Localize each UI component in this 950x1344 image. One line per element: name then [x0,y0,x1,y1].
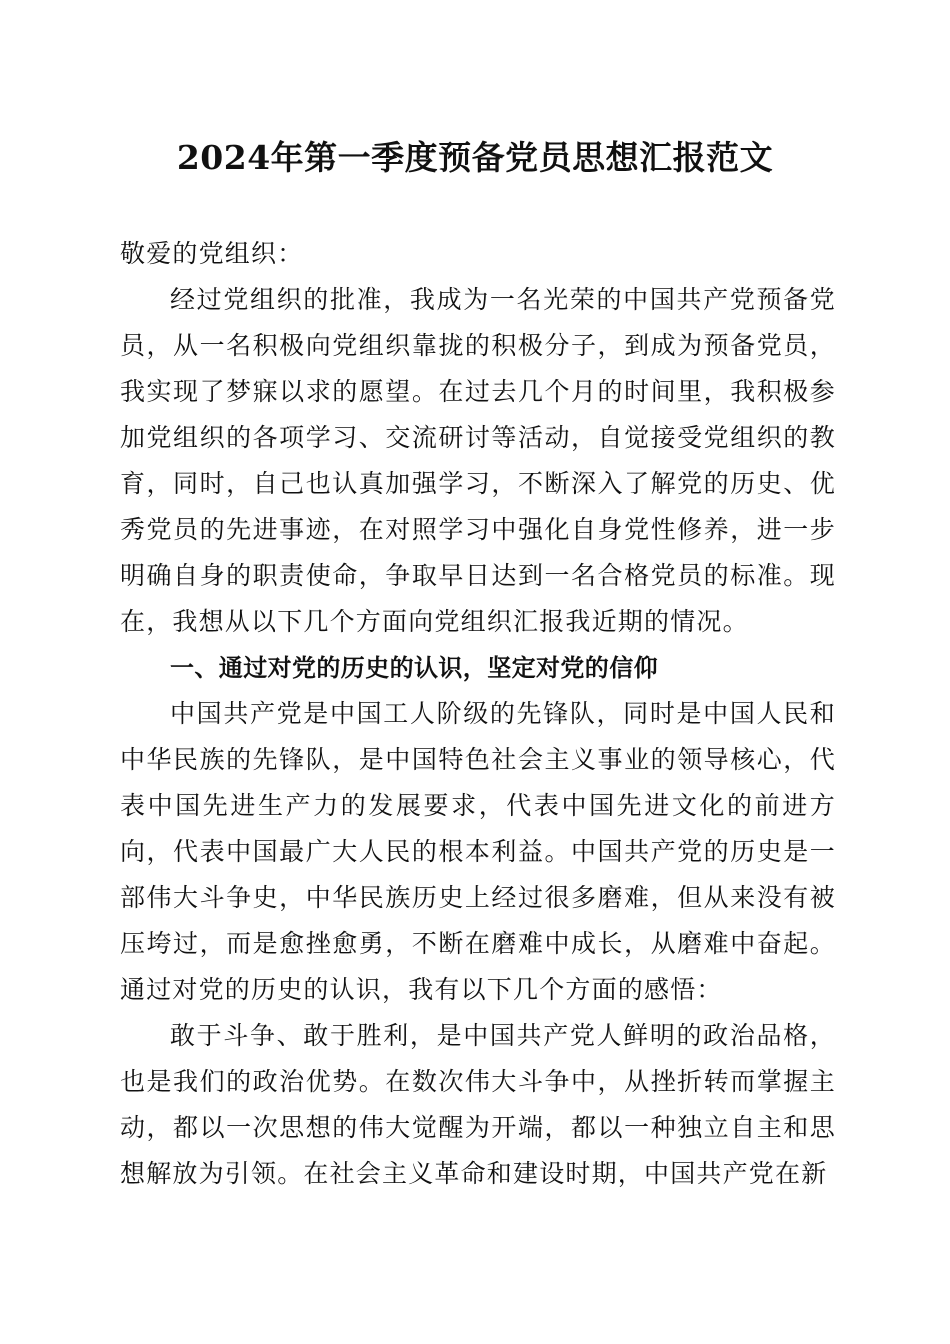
section-heading: 一、通过对党的历史的认识，坚定对党的信仰 [170,654,658,682]
paragraph-intro: 经过党组织的批准，我成为一名光荣的中国共产党预备党员，从一名积极向党组织靠拢的积极分子，到成为预备党员，我实现了梦寐以求的愿望。在过去几个月的时间里，我积极参加党组织的各项学习、交流研讨等活动，自觉接受党组织的教育，同时，自己也认真加强学习，不断深入了解党的历史、优秀党员的先进事迹，在对照学习中强化自身党性修养，进一步明确自身的职责使命，争取早日达到一名合格党员的标准。现在，我想从以下几个方面向党组织汇报我近期的情况。 [120,285,836,636]
salutation: 敬爱的党组织： [120,239,304,268]
document-body [120,231,836,1197]
paragraph-party-history: 中国共产党是中国工人阶级的先锋队，同时是中国人民和中华民族的先锋队，是中国特色社会主义事业的领导核心，代表中国先进生产力的发展要求，代表中国先进文化的前进方向，代表中国最广大人民的根本利益。中国共产党的历史是一部伟大斗争史，中华民族历史上经过很多磨难，但从来没有被压垮过，而是愈挫愈勇，不断在磨难中成长，从磨难中奋起。通过对党的历史的认识，我有以下几个方面的感悟： [120,699,836,1004]
document-title: 2024年第一季度预备党员思想汇报范文 [176,138,774,177]
paragraph-struggle: 敢于斗争、敢于胜利，是中国共产党人鲜明的政治品格，也是我们的政治优势。在数次伟大斗争中，从挫折转而掌握主动，都以一次思想的伟大觉醒为开端，都以一种独立自主和思想解放为引领。在社会主义革命和建设时期，中国共产党在新 [120,1021,836,1188]
